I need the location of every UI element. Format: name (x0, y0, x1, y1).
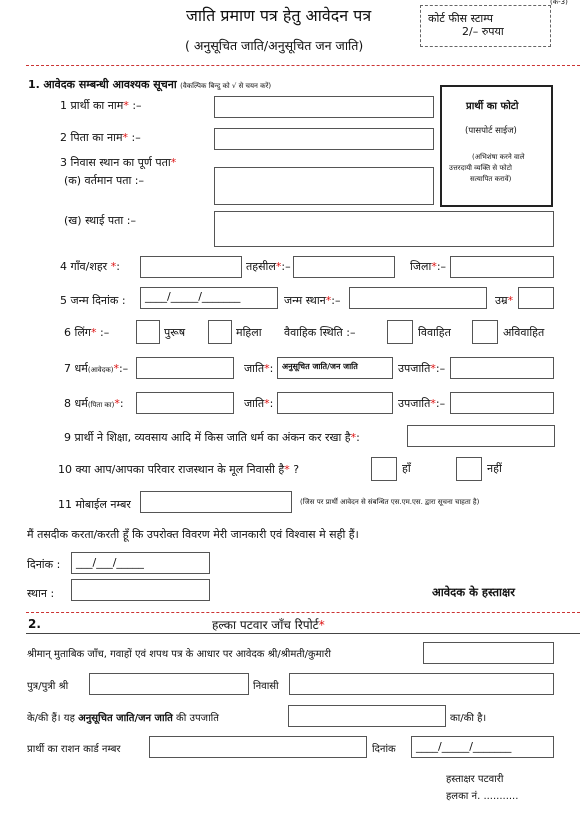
required-star: * (507, 294, 514, 307)
male-checkbox[interactable] (136, 320, 160, 344)
father-religion-sub: (पिता का) (87, 401, 115, 409)
place-label: स्थान : (27, 587, 55, 600)
mobile-note: (जिस पर प्रार्थी आवेदन से संबन्धित एस.एम.एस. द्वारा सूचना चाहता है) (300, 498, 480, 506)
photo-size: (पासपोर्ट साईज) (465, 126, 517, 136)
district-input[interactable] (450, 256, 554, 278)
patwari-line2a: पुत्र/पुत्री श्री (27, 681, 69, 692)
village-label: 4 गाँव/शहर (60, 260, 108, 273)
patwari-date-label: दिनांक (372, 744, 396, 755)
caste-value: अनुसूचित जाति/जन जाति (282, 362, 358, 371)
unmarried-label: अविवाहित (503, 326, 545, 339)
subcaste-colon: :– (435, 362, 446, 375)
patwari-line3c: की उपजाति (176, 713, 219, 724)
religion-colon: :– (118, 362, 129, 375)
father-name-2-input[interactable] (89, 673, 249, 695)
section2-heading-row (212, 616, 325, 633)
birthplace-colon: :– (331, 294, 341, 307)
resident-input[interactable] (289, 673, 554, 695)
father-caste-label-row (244, 397, 273, 411)
subcaste-input[interactable] (450, 357, 554, 379)
q1-label: 1 प्रार्थी का नाम (60, 99, 124, 112)
q11-label: 11 मोबाईल नम्बर (58, 498, 131, 511)
q3a-label: (क) वर्तमान पता :– (64, 174, 145, 187)
form-title: जाति प्रमाण पत्र हेतु आवेदन पत्र (186, 6, 372, 25)
subcaste-label-row (398, 362, 445, 376)
birthplace-label-row (284, 294, 341, 308)
patwari-line3a: के/की हैं। यह (27, 713, 75, 724)
recorded-caste-input[interactable] (407, 425, 555, 447)
required-star: * (275, 260, 282, 273)
q10-question: ? (293, 463, 300, 476)
required-star: * (91, 326, 97, 339)
form-subtitle: ( अनुसूचित जाति/अनुसूचित जन जाति) (185, 38, 364, 53)
required-star: * (318, 618, 325, 632)
applicant-signature-label: आवेदक के हस्ताक्षर (432, 585, 515, 599)
q2-colon: :– (131, 131, 141, 144)
subcaste-label: उपजाति (398, 362, 431, 375)
q4-label-row (60, 260, 120, 274)
halka-number: हलका नं. ........... (446, 791, 519, 802)
district-label: जिला (410, 260, 432, 273)
current-address-input[interactable] (214, 167, 434, 205)
female-checkbox[interactable] (208, 320, 232, 344)
permanent-address-input[interactable] (214, 211, 554, 247)
caste-label-row (244, 362, 273, 376)
married-label: विवाहित (418, 326, 451, 339)
marital-label: वैवाहिक स्थिति :– (284, 326, 356, 339)
required-star: * (284, 463, 290, 476)
native-yes-checkbox[interactable] (371, 457, 397, 481)
father-subcaste-label: उपजाति (398, 397, 431, 410)
q3b-label: (ख) स्थाई पता :– (64, 214, 136, 227)
form-code: (क-3) (550, 0, 568, 6)
date-label: दिनांक : (27, 558, 61, 571)
q3-label-row (60, 156, 176, 170)
q2-label-row (60, 131, 141, 145)
district-colon: :– (436, 260, 447, 273)
age-label-row (495, 294, 513, 308)
religion-input[interactable] (136, 357, 234, 379)
tehsil-input[interactable] (293, 256, 395, 278)
ration-card-input[interactable] (149, 736, 367, 758)
district-label-row (410, 260, 446, 274)
age-input[interactable] (518, 287, 554, 309)
required-star: * (431, 260, 437, 273)
declaration-text: मैं तसदीक करता/करती हूँ कि उपरोक्त विवरण मेरी जानकारी एवं विश्वास मे सही हैं। (27, 528, 359, 541)
required-star: * (430, 362, 436, 375)
gender-colon: :– (100, 326, 110, 339)
native-no-label: नहीं (487, 462, 502, 475)
q2-label: 2 पिता का नाम (60, 131, 123, 144)
divider-top (26, 65, 580, 66)
q1-label-row (60, 99, 142, 113)
required-star: * (113, 362, 119, 375)
village-input[interactable] (140, 256, 242, 278)
native-no-checkbox[interactable] (456, 457, 482, 481)
caste-colon: : (269, 362, 274, 375)
photo-title: प्रार्थी का फोटो (466, 101, 519, 112)
q9-colon: : (356, 431, 360, 444)
section2-underline (26, 633, 580, 634)
patwari-line3d: का/की है। (450, 713, 487, 724)
patwari-signature: हस्ताक्षर पटवारी (446, 774, 504, 785)
birthplace-input[interactable] (349, 287, 487, 309)
male-label: पुरूष (164, 326, 186, 339)
required-star: * (110, 260, 117, 273)
native-yes-label: हाँ (402, 462, 411, 475)
photo-note-1: (अभिशंषा करने वाले (472, 153, 525, 161)
declaration-place-input[interactable] (71, 579, 210, 601)
age-label: उम्र (495, 294, 508, 307)
tehsil-label: तहसील (246, 260, 276, 273)
divider-section2 (26, 612, 580, 613)
village-colon: : (116, 260, 120, 273)
required-star: * (430, 397, 436, 410)
ration-card-label: प्रार्थी का राशन कार्ड नम्बर (27, 744, 121, 755)
section1-number: 1. (28, 78, 40, 91)
section1-heading-row (28, 78, 271, 92)
father-subcaste-input[interactable] (450, 392, 554, 414)
patwari-line3b: अनुसूचित जाति/जन जाति (78, 713, 173, 724)
caste-label: जाति (244, 362, 265, 375)
gender-label: 6 लिंग (64, 326, 91, 339)
patwari-line1: श्रीमान् मुताबिक जाँच, गवाहों एवं शपथ पत्र के आधार पर आवेदक श्री/श्रीमती/कुमारी (27, 649, 331, 660)
applicant-name-2-input[interactable] (423, 642, 554, 664)
religion-label: 7 धर्म (64, 362, 88, 375)
required-star: * (264, 362, 270, 375)
required-star: * (264, 397, 270, 410)
stamp-text-1: कोर्ट फीस स्टाम्प (428, 12, 494, 25)
declaration-date-blank: ___/___/_____ (76, 556, 144, 569)
section1-heading: आवेदक सम्बन्धी आवश्यक सूचना (43, 78, 177, 91)
required-star: * (170, 156, 177, 169)
patwari-date-blank: ____/_____/_______ (416, 740, 512, 753)
subcaste-2-input[interactable] (288, 705, 446, 727)
required-star: * (325, 294, 332, 307)
father-caste-input[interactable] (277, 392, 393, 414)
birthplace-label: जन्म स्थान (284, 294, 326, 307)
father-caste-label: जाति (244, 397, 265, 410)
tehsil-colon: :– (281, 260, 291, 273)
father-subcaste-colon: :– (435, 397, 446, 410)
required-star: * (122, 131, 129, 144)
q10-label: 10 क्या आप/आपका परिवार राजस्थान के मूल निवासी है (58, 463, 285, 476)
required-star: * (350, 431, 357, 444)
required-star: * (114, 397, 120, 410)
father-subcaste-label-row (398, 397, 445, 411)
father-religion-colon: : (119, 397, 124, 410)
q7-label-row (64, 362, 128, 376)
female-label: महिला (236, 326, 262, 339)
photo-note-2: उत्तरदायी व्यक्ति से फोटो (449, 164, 512, 172)
patwari-line2b: निवासी (253, 681, 279, 692)
father-name-input[interactable] (214, 128, 434, 150)
q10-label-row (58, 463, 299, 477)
q5-label: 5 जन्म दिनांक : (60, 294, 126, 307)
section2-heading: हल्का पटवार जाँच रिपोर्ट (212, 618, 319, 632)
father-religion-input[interactable] (136, 392, 234, 414)
photo-note-3: सत्यापित करावें) (470, 175, 512, 183)
father-caste-colon: : (269, 397, 274, 410)
q9-label-row (64, 431, 360, 445)
patwari-line3-row (27, 712, 219, 726)
stamp-text-2: 2/– रुपया (462, 25, 504, 38)
required-star: * (123, 99, 129, 112)
section1-heading-note: (वैकल्पिक बिन्दु को √ से चयन करें) (180, 82, 272, 90)
married-checkbox[interactable] (387, 320, 413, 344)
q6-label-row (64, 326, 109, 340)
applicant-name-input[interactable] (214, 96, 434, 118)
tehsil-label-row (246, 260, 291, 274)
q9-label: 9 प्रार्थी ने शिक्षा, व्यवसाय आदि में किस जाति धर्म का अंकन कर रखा है (64, 431, 351, 444)
q1-colon: :– (132, 99, 142, 112)
father-religion-label: 8 धर्म (64, 397, 88, 410)
section2-number: 2. (28, 617, 41, 631)
q3-label: 3 निवास स्थान का पूर्ण पता (60, 156, 171, 169)
unmarried-checkbox[interactable] (472, 320, 498, 344)
dob-blank: ____/_____/_______ (145, 290, 241, 303)
religion-sub: (आवेदक) (87, 366, 114, 374)
q8-label-row (64, 397, 124, 411)
mobile-input[interactable] (140, 491, 292, 513)
